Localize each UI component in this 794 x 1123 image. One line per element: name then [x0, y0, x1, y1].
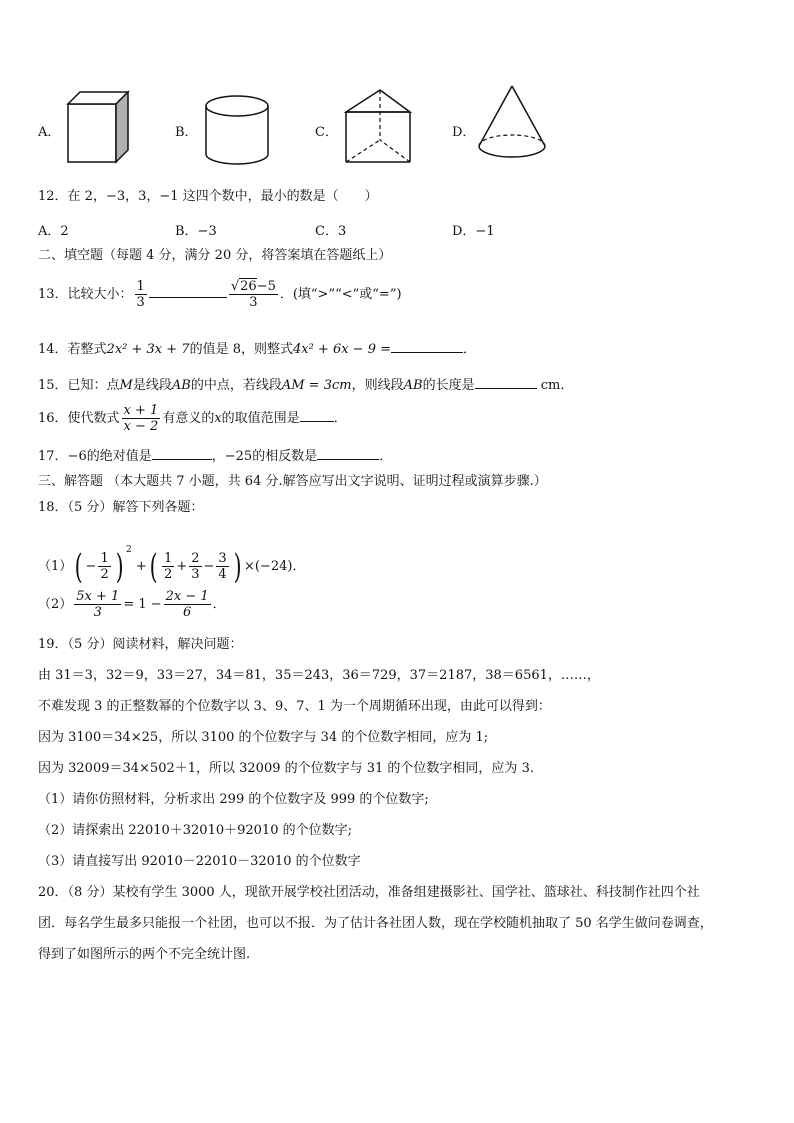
q15-unit: cm [540, 378, 561, 393]
cylinder-icon [202, 92, 272, 168]
q17 [38, 447, 392, 465]
q13-frac2-rest: −5 [256, 279, 276, 294]
q13-frac1-numerator: 1 [136, 279, 145, 294]
q13 [38, 276, 402, 314]
q15-text4: 的长度是 [422, 378, 475, 393]
q14-prefix: 14．若整式 [38, 342, 107, 357]
q17-number-2: −25 [224, 449, 253, 464]
q18-p1-f1-num: 1 [164, 551, 173, 566]
q18-p2-l-den: 3 [93, 605, 102, 620]
q17-number-1: −6 [67, 449, 87, 464]
q18-p1-fraction-3 [216, 551, 228, 582]
q15-expression: AM = 3cm [281, 378, 352, 393]
q19-material-line-2: 不难发现 3 的正整数幂的个位数字以 3、9、7、1 为一个周期循环出现，由此可以得到： [38, 699, 551, 714]
q16-denominator: x − 2 [123, 419, 159, 434]
q18-p1-f2-den: 3 [191, 567, 200, 582]
q18-p1-f3-num: 3 [218, 551, 227, 566]
q18-part-2 [38, 586, 226, 624]
q13-frac1-denominator: 3 [136, 295, 145, 310]
q18-p1-fraction-1 [162, 551, 174, 582]
q19-material-line-1: 由 31＝3，32＝9，33＝27，34＝81，35＝243，36＝729，37＝2187，38＝6561，……， [38, 668, 600, 683]
q19-material-line-3: 因为 3100＝34×25，所以 3100 的个位数字与 34 的个位数字相同，应为 1; [38, 730, 489, 745]
q15-text1: 是线段 [132, 378, 172, 393]
q16-text2: 的取值范围是 [221, 411, 300, 426]
q18-p1-f3-den: 4 [218, 567, 227, 582]
q14-expression-1: 2x² + 3x + 7 [106, 342, 190, 357]
section-3-heading: 三、解答题 （本大题共 7 小题，共 64 分.解答应写出文字说明、证明过程或演算步骤.） [38, 474, 547, 489]
q14-answer-blank[interactable] [391, 340, 463, 353]
q17-answer-blank-1[interactable] [152, 447, 212, 460]
q18-p1-a-num: 1 [100, 551, 109, 566]
q19-subquestion-1: （1）请你仿照材料，分析求出 299 的个位数字及 999 的个位数字; [38, 792, 429, 807]
q16-end: ． [333, 411, 347, 426]
q16-variable: x [214, 411, 222, 426]
q18-p2-end: ． [212, 597, 226, 612]
q13-frac2-denominator: 3 [249, 295, 258, 310]
q15-segment-1: AB [171, 378, 191, 393]
cube-icon [64, 88, 134, 166]
q17-answer-blank-2[interactable] [317, 447, 379, 460]
q18-part-2-label: （2） [38, 597, 73, 612]
q20-line-3: 得到了如图所示的两个不完全统计图. [38, 947, 251, 962]
q12-option-c: C．3 [315, 224, 347, 239]
q20-line-2: 团．每名学生最多只能报一个社团，也可以不报．为了估计各社团人数，现在学校随机抽取了 50 名学生做问卷调查， [38, 916, 713, 931]
q18-p1-f1-den: 2 [164, 567, 173, 582]
q12-option-a: A．2 [38, 224, 69, 239]
q17-text3: 的相反数是 [252, 449, 318, 464]
q18-p2-l-num: 5x + 1 [76, 589, 120, 604]
q18-part-1-label: （1） [38, 559, 73, 574]
q16-prefix: 16．使代数式 [38, 411, 120, 426]
q20-line-1: 20．（8 分）某校有学生 3000 人，现欲开展学校社团活动，准备组建摄影社、国学社、篮球社、科技制作社四个社 [38, 885, 700, 900]
q15-answer-blank[interactable] [475, 376, 537, 389]
q15-prefix: 15．已知：点 [38, 378, 120, 393]
q12-option-d: D．−1 [452, 224, 495, 239]
q16-answer-blank[interactable] [300, 409, 334, 422]
q15-segment-2: AB [403, 378, 423, 393]
q15-end: ． [560, 378, 574, 393]
q19-stem: 19．（5 分）阅读材料，解决问题： [38, 637, 243, 652]
q14-middle: 的值是 8，则整式 [189, 342, 293, 357]
q15-point: M [119, 378, 133, 393]
q17-prefix: 17． [38, 449, 68, 464]
q15-text2: 的中点，若线段 [190, 378, 282, 393]
q19-material-line-4: 因为 32009＝34×502＋1，所以 32009 的个位数字与 31 的个位数字相同，应为 3. [38, 761, 534, 776]
q18-p1-fraction-2 [189, 551, 201, 582]
q18-p1-fraction-a [98, 551, 110, 582]
q18-part-1: （1）( − $\frac{1}{2}$ ) $^2$ +( $\frac{1}{2}$ + $\frac{2}{3}$ − $\frac{3}{4}$ ) ×(−24)． [38, 545, 306, 587]
q13-fraction-sqrt: $\frac{√26-5}{3}$ [230, 279, 276, 310]
q18-p1-plus: + [135, 559, 147, 574]
q11-option-c-label: C． [315, 125, 338, 140]
q18-p1-f2-num: 2 [191, 551, 200, 566]
q17-text2: ， [211, 449, 225, 464]
q18-p2-right-fraction [164, 589, 211, 620]
q12-stem: 12．在 2，−3，3，−1 这四个数中，最小的数是（ ） [38, 189, 378, 204]
q18-p2-r-den: 6 [183, 605, 192, 620]
q18-p1-tail: ×(−24)． [243, 559, 306, 574]
cone-icon [474, 82, 550, 164]
q14-expression-2: 4x² + 6x − 9 = [292, 342, 391, 357]
q12-option-b: B．−3 [175, 224, 217, 239]
q18-p2-r-num: 2x − 1 [165, 589, 209, 604]
section-2-heading: 二、填空题（每题 4 分，满分 20 分，将答案填在答题纸上） [38, 248, 392, 263]
q11-option-d-label: D． [452, 125, 476, 140]
q16-fraction [122, 403, 161, 434]
q11-option-b-label: B． [175, 125, 198, 140]
q16 [38, 400, 347, 438]
q13-answer-blank[interactable] [149, 285, 227, 298]
q13-radicand: 26 [240, 279, 257, 294]
q15-text3: ，则线段 [351, 378, 404, 393]
q19-subquestion-3: （3）请直接写出 92010－22010－32010 的个位数字 [38, 854, 361, 869]
q18-p2-middle: = 1 − [123, 597, 162, 612]
triangular-prism-icon [342, 86, 414, 166]
q13-suffix: ．(填“>”“<”或“=”) [279, 287, 402, 302]
q18-p2-left-fraction [74, 589, 121, 620]
q11-option-a-label: A． [38, 125, 61, 140]
q15 [38, 376, 573, 394]
q18-p1-exponent: 2 [126, 545, 132, 555]
q17-end: ． [379, 449, 393, 464]
q18-p1-a-den: 2 [100, 567, 109, 582]
q16-numerator: x + 1 [123, 403, 159, 418]
q18-stem: 18．（5 分）解答下列各题： [38, 500, 204, 515]
q17-text1: 的绝对值是 [86, 449, 152, 464]
q13-prefix: 13．比较大小： [38, 287, 133, 302]
q14-suffix: ． [463, 342, 477, 357]
q19-subquestion-2: （2）请探索出 22010＋32010＋92010 的个位数字; [38, 823, 352, 838]
q13-fraction-one-third [135, 279, 147, 310]
q16-text1: 有意义的 [162, 411, 215, 426]
q14 [38, 340, 476, 358]
